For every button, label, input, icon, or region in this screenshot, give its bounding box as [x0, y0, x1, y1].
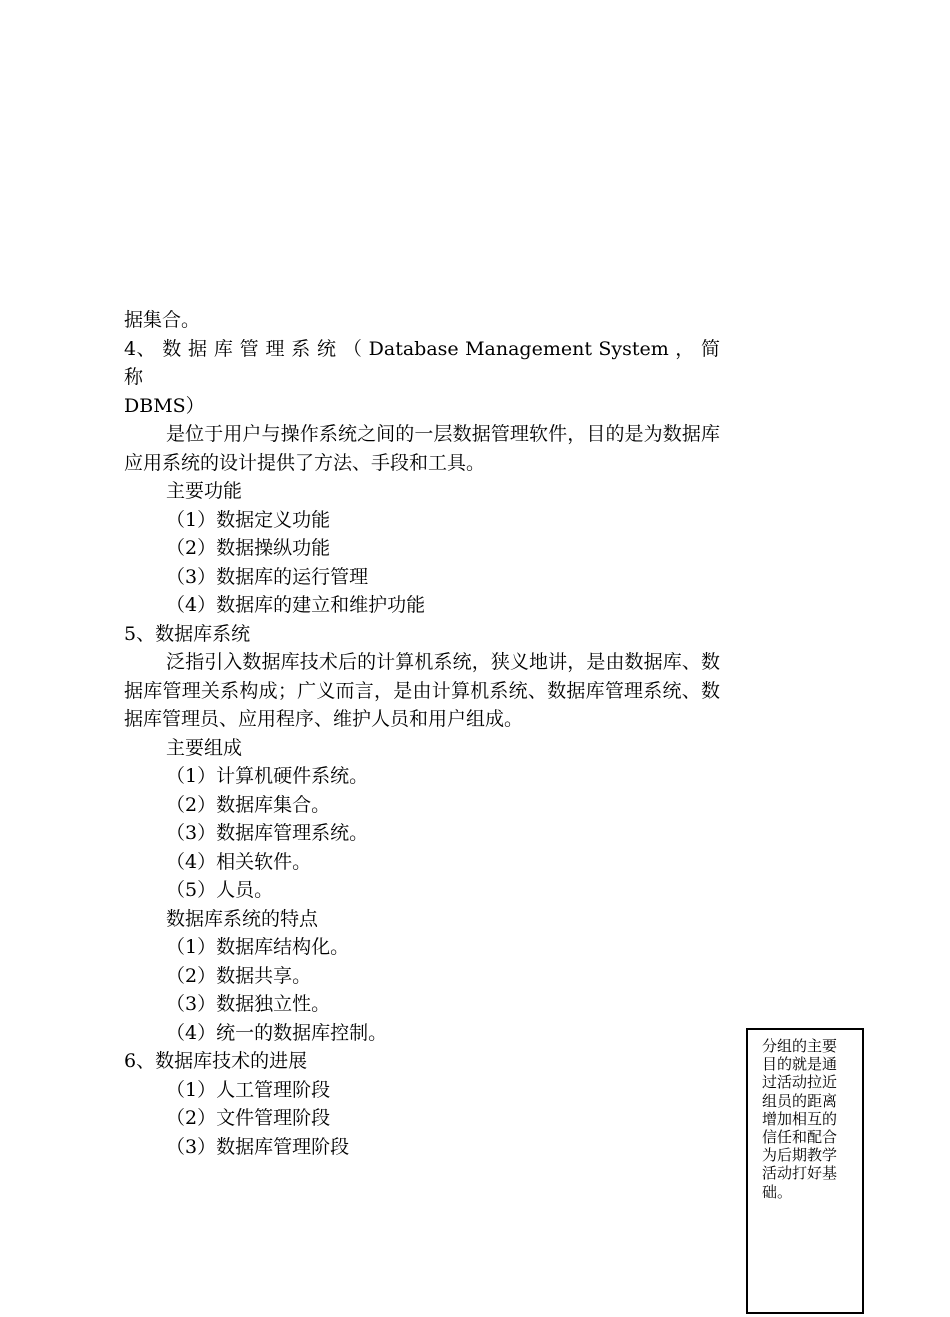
side-note-text: 分组的主要目的就是通过活动拉近组员的距离增加相互的信任和配合为后期教学活动打好基础。	[762, 1037, 838, 1201]
section4-item: （2）数据操纵功能	[166, 537, 331, 559]
document-body	[124, 306, 720, 1161]
section5-features-item: （2）数据共享。	[166, 964, 312, 987]
side-note-box	[746, 1028, 864, 1314]
section5-features-item: （3）数据独立性。	[166, 993, 331, 1015]
section6-item: （2）文件管理阶段	[166, 1107, 331, 1129]
section6-item: （1）人工管理阶段	[166, 1078, 331, 1101]
section4-heading-line1: 4、 数 据 库 管 理 系 统 （ Database Management System ， 简 称	[124, 337, 720, 388]
section5-composition-item: （4）相关软件。	[166, 850, 312, 873]
section5-features-item: （1）数据库结构化。	[166, 936, 350, 958]
section5-composition-heading: 主要组成	[166, 736, 243, 759]
section5-features-item: （4）统一的数据库控制。	[166, 1021, 388, 1044]
section5-features-heading: 数据库系统的特点	[166, 907, 319, 930]
section6-heading: 6、数据库技术的进展	[124, 1050, 308, 1072]
section4-paragraph: 是位于用户与操作系统之间的一层数据管理软件，目的是为数据库应用系统的设计提供了方法、手段和工具。	[124, 423, 720, 474]
section5-composition-item: （3）数据库管理系统。	[166, 822, 369, 844]
section4-item: （4）数据库的建立和维护功能	[166, 594, 426, 616]
section5-composition-item: （2）数据库集合。	[166, 793, 331, 816]
section4-subheading: 主要功能	[166, 480, 243, 502]
section6-item: （3）数据库管理阶段	[166, 1135, 350, 1158]
continuation-text: 据集合。	[124, 309, 201, 331]
section4-item: （1）数据定义功能	[166, 508, 331, 531]
section4-heading-line2: DBMS）	[124, 394, 205, 417]
section5-heading: 5、数据库系统	[124, 622, 251, 645]
section5-composition-item: （1）计算机硬件系统。	[166, 765, 369, 787]
section5-composition-item: （5）人员。	[166, 879, 274, 901]
section4-item: （3）数据库的运行管理	[166, 565, 369, 588]
section5-paragraph: 泛指引入数据库技术后的计算机系统，狭义地讲，是由数据库、数据库管理关系构成；广义而言，是由计算机系统、数据库管理系统、数据库管理员、应用程序、维护人员和用户组成。	[124, 651, 720, 730]
